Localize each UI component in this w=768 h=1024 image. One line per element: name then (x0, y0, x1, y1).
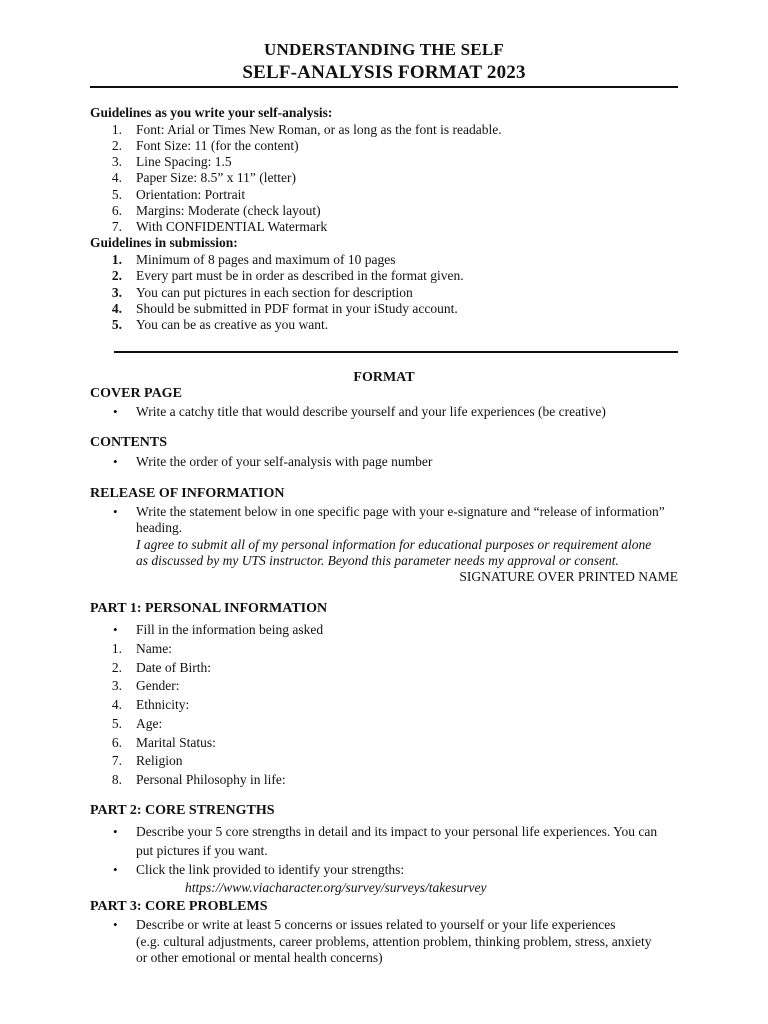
document-subtitle: SELF-ANALYSIS FORMAT 2023 (242, 62, 526, 83)
list-item: Name: (136, 641, 172, 656)
list-number: 3. (111, 678, 122, 693)
release-statement-line2: as discussed by my UTS instructor. Beyond this parameter needs my approval or consent. (136, 553, 619, 568)
part2-instruction-line1: Describe your 5 core strengths in detail and its impact to your personal life experiences. You can (136, 824, 658, 839)
list-number: 6. (111, 203, 122, 218)
cover-page-heading: COVER PAGE (90, 386, 182, 401)
part2-heading: PART 2: CORE STRENGTHS (90, 803, 275, 818)
bullet-icon: • (113, 862, 118, 877)
list-item: Ethnicity: (136, 697, 190, 712)
part3-instruction-line3: or other emotional or mental health concerns) (136, 950, 383, 965)
bullet-icon: • (113, 404, 118, 419)
list-item: Orientation: Portrait (136, 187, 246, 202)
strengths-survey-link[interactable]: https://www.viacharacter.org/survey/surveys/takesurvey (185, 880, 487, 895)
part2-link-instruction: Click the link provided to identify your strengths: (136, 862, 405, 877)
part1-heading: PART 1: PERSONAL INFORMATION (90, 601, 328, 616)
list-number: 5. (111, 317, 122, 332)
format-heading: FORMAT (353, 370, 415, 385)
list-number: 1. (111, 252, 122, 267)
list-number: 7. (111, 753, 122, 768)
list-number: 5. (111, 187, 122, 202)
list-item: Date of Birth: (136, 660, 211, 675)
list-number: 7. (111, 219, 122, 234)
list-number: 1. (111, 641, 122, 656)
bullet-icon: • (113, 454, 118, 469)
signature-label: SIGNATURE OVER PRINTED NAME (459, 569, 678, 584)
list-item: Font: Arial or Times New Roman, or as long as the font is readable. (136, 122, 502, 137)
list-item: Font Size: 11 (for the content) (136, 138, 299, 153)
list-item: Paper Size: 8.5” x 11” (letter) (136, 170, 296, 185)
list-item: Religion (136, 753, 183, 768)
release-instruction-line2: heading. (136, 520, 183, 535)
list-item: Age: (136, 716, 163, 731)
list-number: 5. (111, 716, 122, 731)
list-item: Line Spacing: 1.5 (136, 154, 232, 169)
list-item: Marital Status: (136, 735, 216, 750)
list-item: Personal Philosophy in life: (136, 772, 286, 787)
guidelines-submission-heading: Guidelines in submission: (90, 235, 238, 250)
document-title: UNDERSTANDING THE SELF (264, 40, 504, 59)
release-instruction-line1: Write the statement below in one specific page with your e-signature and “release of information” (136, 504, 665, 519)
list-number: 3. (111, 154, 122, 169)
part2-instruction-line2: put pictures if you want. (136, 843, 268, 858)
release-statement-line1: I agree to submit all of my personal information for educational purposes or requirement alone (136, 537, 652, 552)
guidelines-writing-heading: Guidelines as you write your self-analysis: (90, 105, 333, 120)
list-number: 4. (111, 170, 122, 185)
bullet-icon: • (113, 504, 118, 519)
list-item: Should be submitted in PDF format in your iStudy account. (136, 301, 458, 316)
list-item: Margins: Moderate (check layout) (136, 203, 321, 218)
list-number: 2. (111, 268, 122, 283)
list-item: You can be as creative as you want. (136, 317, 329, 332)
title-divider (90, 86, 678, 88)
contents-heading: CONTENTS (90, 435, 168, 450)
part3-heading: PART 3: CORE PROBLEMS (90, 899, 268, 914)
list-item: You can put pictures in each section for description (136, 285, 413, 300)
list-item: Minimum of 8 pages and maximum of 10 pages (136, 252, 396, 267)
list-number: 3. (111, 285, 122, 300)
list-number: 1. (111, 122, 122, 137)
part3-instruction-line2: (e.g. cultural adjustments, career problems, attention problem, thinking problem, stress, anxiety (136, 934, 652, 949)
section-divider (114, 351, 678, 353)
list-item: With CONFIDENTIAL Watermark (136, 219, 328, 234)
list-number: 4. (111, 697, 122, 712)
list-number: 6. (111, 735, 122, 750)
cover-page-instruction: Write a catchy title that would describe yourself and your life experiences (be creative) (136, 404, 606, 419)
release-heading: RELEASE OF INFORMATION (90, 486, 285, 501)
list-number: 8. (111, 772, 122, 787)
bullet-icon: • (113, 824, 118, 839)
list-item: Gender: (136, 678, 180, 693)
list-item: Every part must be in order as described in the format given. (136, 268, 464, 283)
list-number: 4. (111, 301, 122, 316)
list-number: 2. (111, 138, 122, 153)
part1-instruction: Fill in the information being asked (136, 622, 324, 637)
list-number: 2. (111, 660, 122, 675)
part3-instruction-line1: Describe or write at least 5 concerns or issues related to yourself or your life experiences (136, 917, 616, 932)
bullet-icon: • (113, 622, 118, 637)
contents-instruction: Write the order of your self-analysis with page number (136, 454, 433, 469)
bullet-icon: • (113, 917, 118, 932)
